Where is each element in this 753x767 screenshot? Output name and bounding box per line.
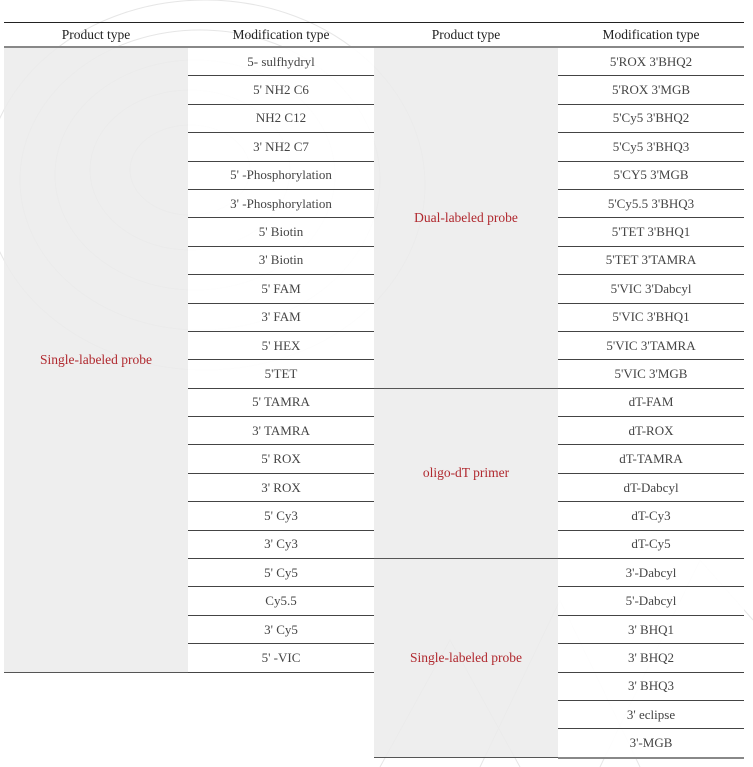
modification-cell: 5'Cy5 3'BHQ2: [558, 104, 744, 132]
modification-cell: 3'-MGB: [558, 729, 744, 758]
header-modification-type-right: Modification type: [558, 23, 744, 48]
modification-cell: 5' Biotin: [188, 218, 374, 246]
header-product-type-right: Product type: [374, 23, 558, 48]
modification-cell: dT-Cy5: [558, 530, 744, 558]
modification-cell: 5' Cy5: [188, 559, 374, 587]
modification-cell: 3' ROX: [188, 473, 374, 501]
modification-cell: 3' FAM: [188, 303, 374, 331]
modification-cell: 3' Cy3: [188, 530, 374, 558]
modification-cell: 3' BHQ2: [558, 644, 744, 672]
modification-cell: 5'-Dabcyl: [558, 587, 744, 615]
modification-cell: 5' -VIC: [188, 644, 374, 672]
modification-cell: 5'Cy5 3'BHQ3: [558, 133, 744, 161]
modification-cell: 3' Biotin: [188, 246, 374, 274]
modification-cell: 5' FAM: [188, 275, 374, 303]
modification-cell: 5' HEX: [188, 331, 374, 359]
modification-cell: dT-Dabcyl: [558, 473, 744, 501]
modification-cell: 5' NH2 C6: [188, 76, 374, 104]
modification-cell: 5' -Phosphorylation: [188, 161, 374, 189]
modification-cell: 5'Cy5.5 3'BHQ3: [558, 189, 744, 217]
header-product-type-left: Product type: [4, 23, 188, 48]
modification-cell: 5'VIC 3'BHQ1: [558, 303, 744, 331]
modification-cell: 5'VIC 3'Dabcyl: [558, 275, 744, 303]
empty-cell: [4, 672, 374, 758]
product-type-cell: oligo-dT primer: [374, 388, 558, 558]
modification-cell: 5'VIC 3'MGB: [558, 360, 744, 388]
modification-cell: 5' Cy3: [188, 502, 374, 530]
modification-cell: 5'VIC 3'TAMRA: [558, 331, 744, 359]
modification-cell: 5'TET: [188, 360, 374, 388]
modification-cell: 3'-Dabcyl: [558, 559, 744, 587]
modification-cell: 3' BHQ3: [558, 672, 744, 700]
product-type-cell: Single-labeled probe: [374, 559, 558, 758]
modification-cell: 3' BHQ1: [558, 615, 744, 643]
modification-cell: 3' NH2 C7: [188, 133, 374, 161]
modification-cell: dT-ROX: [558, 417, 744, 445]
table-header-row: [4, 23, 744, 48]
modification-cell: 5- sulfhydryl: [188, 47, 374, 76]
modification-cell: 3' eclipse: [558, 700, 744, 728]
modification-cell: dT-Cy3: [558, 502, 744, 530]
modification-cell: 5' ROX: [188, 445, 374, 473]
modification-cell: 3' -Phosphorylation: [188, 189, 374, 217]
modification-cell: 5' TAMRA: [188, 388, 374, 416]
modification-cell: 3' Cy5: [188, 615, 374, 643]
header-modification-type-left: Modification type: [188, 23, 374, 48]
modification-cell: 5'ROX 3'BHQ2: [558, 47, 744, 76]
modification-cell: 5'ROX 3'MGB: [558, 76, 744, 104]
modification-cell: 5'TET 3'TAMRA: [558, 246, 744, 274]
product-type-cell: Single-labeled probe: [4, 47, 188, 672]
modification-cell: 3' TAMRA: [188, 417, 374, 445]
modification-cell: dT-TAMRA: [558, 445, 744, 473]
product-modification-table: [4, 22, 744, 759]
modification-cell: 5'TET 3'BHQ1: [558, 218, 744, 246]
table-row: [4, 47, 744, 76]
modification-cell: NH2 C12: [188, 104, 374, 132]
product-type-cell: Dual-labeled probe: [374, 47, 558, 388]
modification-cell: Cy5.5: [188, 587, 374, 615]
modification-cell: 5'CY5 3'MGB: [558, 161, 744, 189]
modification-cell: dT-FAM: [558, 388, 744, 416]
